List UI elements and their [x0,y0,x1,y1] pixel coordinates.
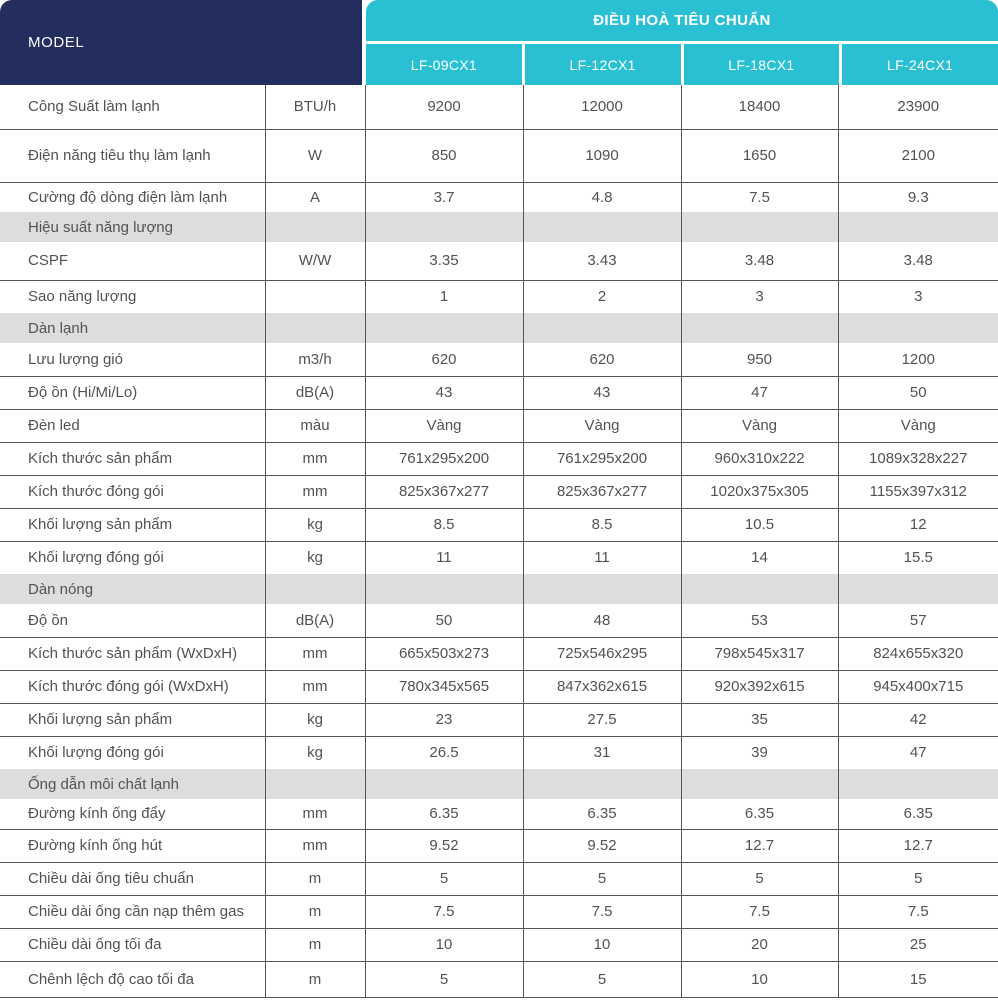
spec-value: 3.48 [681,242,838,280]
section-label: Dàn nóng [0,574,265,604]
spec-label: Chiều dài ống tiêu chuẩn [0,862,265,895]
spec-label: Cường độ dòng điện làm lạnh [0,182,265,212]
spec-value: 1089x328x227 [838,442,998,475]
model-header-cell [0,0,362,85]
spec-value: Vàng [838,409,998,442]
spec-value: 42 [838,703,998,736]
spec-value: 960x310x222 [681,442,838,475]
spec-value: 50 [838,376,998,409]
spec-value: 15.5 [903,549,933,567]
spec-unit: mm [265,799,365,829]
spec-value: 53 [681,604,838,637]
section-label: Dàn lạnh [0,313,265,343]
spec-row [0,508,998,541]
spec-value: 7.5 [523,895,681,928]
spec-value: 825x367x277 [523,475,681,508]
spec-label: Kích thước đóng gói (WxDxH) [0,670,265,703]
spec-value: 798x545x317 [681,637,838,670]
spec-value: 725x546x295 [523,637,681,670]
spec-value: 6.35 [681,799,838,829]
spec-value: 12000 [523,85,681,129]
spec-unit: A [265,182,365,212]
spec-value: 23900 [838,85,998,129]
spec-unit: m [265,862,365,895]
spec-value: 1200 [838,343,998,376]
spec-unit: BTU/h [265,85,365,129]
spec-value: 12.7 [681,829,838,862]
spec-label: Công Suất làm lạnh [0,85,265,129]
spec-value: 1 [365,280,523,313]
spec-value: 15 [838,961,998,997]
spec-unit: m [265,961,365,997]
spec-label: Độ ồn (Hi/Mi/Lo) [0,376,265,409]
spec-row [0,409,998,442]
spec-row [0,736,998,769]
spec-value: 665x503x273 [365,637,523,670]
spec-value: 620 [523,343,681,376]
spec-value: 1650 [681,129,838,182]
spec-value: 9.52 [523,829,681,862]
spec-value: 23 [365,703,523,736]
spec-value: 847x362x615 [523,670,681,703]
spec-value: 761x295x200 [523,442,681,475]
spec-unit [265,313,365,343]
spec-row [0,829,998,862]
spec-value [681,212,838,242]
spec-unit: m3/h [265,343,365,376]
spec-value: 43 [365,376,523,409]
spec-value: 50 [365,604,523,637]
spec-value: 47 [909,744,927,762]
spec-unit: mm [265,442,365,475]
spec-row [0,961,998,997]
spec-value: 6.35 [365,799,523,829]
spec-value: 3 [914,288,923,306]
spec-value: 11 [365,541,523,574]
spec-value: 12.7 [838,829,998,862]
spec-value: 3.43 [523,242,681,280]
spec-value: 7.5 [681,895,838,928]
spec-value [838,212,998,242]
spec-unit: m [265,928,365,961]
model-name-cell: LF-12CX1 [525,44,681,85]
spec-row [0,862,998,895]
spec-value: 1090 [523,129,681,182]
spec-label: CSPF [0,242,265,280]
spec-value: 780x345x565 [365,670,523,703]
spec-row [0,376,998,409]
spec-value: 950 [681,343,838,376]
section-row [0,769,998,799]
spec-value: 11 [523,541,681,574]
model-name-row [366,44,998,85]
spec-row [0,475,998,508]
spec-value: 3.7 [365,182,523,212]
spec-value: 5 [523,862,681,895]
spec-label: Độ ồn [0,604,265,637]
spec-label: Đường kính ống đẩy [0,799,265,829]
spec-value: 48 [523,604,681,637]
spec-value: 1020x375x305 [681,475,838,508]
spec-unit: mm [265,829,365,862]
spec-value [365,212,523,242]
spec-value: 4.8 [523,182,681,212]
spec-label: Kích thước sản phẩm (WxDxH) [0,637,265,670]
spec-unit: dB(A) [265,604,365,637]
spec-label: Kích thước đóng gói [0,475,265,508]
spec-value: 6.35 [838,799,998,829]
spec-value: 39 [681,736,838,769]
spec-value: 27.5 [523,703,681,736]
table-header [0,0,998,85]
spec-row [0,182,998,212]
spec-label: Đèn led [0,409,265,442]
spec-value: 850 [365,129,523,182]
spec-row [0,799,998,829]
spec-value [365,313,523,343]
spec-unit: màu [265,409,365,442]
spec-table-body [0,85,998,997]
spec-unit: dB(A) [265,376,365,409]
spec-value: 57 [838,604,998,637]
spec-unit: W [265,129,365,182]
spec-value [365,769,523,799]
spec-value: 9.3 [907,188,929,206]
spec-value: 620 [365,343,523,376]
group-title: ĐIỀU HOÀ TIÊU CHUẨN [366,0,998,41]
spec-unit: mm [265,475,365,508]
spec-value: 10 [523,928,681,961]
spec-value: 5 [365,862,523,895]
spec-value: 43 [523,376,681,409]
spec-value: 12 [838,508,998,541]
spec-label: Đường kính ống hút [0,829,265,862]
spec-row [0,280,998,313]
spec-value [365,574,523,604]
spec-value: 8.5 [365,508,523,541]
spec-unit: mm [265,670,365,703]
spec-value: 824x655x320 [838,637,998,670]
spec-value [523,574,681,604]
spec-unit [265,212,365,242]
spec-value [838,313,998,343]
spec-value: 8.5 [523,508,681,541]
spec-value: 7.5 [365,895,523,928]
spec-value: 5 [681,862,838,895]
spec-value: 2 [523,280,681,313]
spec-value: 5 [838,862,998,895]
spec-label: Chiều dài ống tối đa [0,928,265,961]
spec-row [0,442,998,475]
spec-label: Khối lượng sản phẩm [0,703,265,736]
spec-label: Khối lượng sản phẩm [0,508,265,541]
spec-row [0,703,998,736]
spec-value: 47 [681,376,838,409]
spec-unit: kg [265,541,365,574]
spec-value: 10 [681,961,838,997]
spec-label: Khối lượng đóng gói [0,736,265,769]
model-name-cell: LF-09CX1 [366,44,522,85]
spec-value: 920x392x615 [681,670,838,703]
spec-label: Kích thước sản phẩm [0,442,265,475]
spec-unit: mm [265,637,365,670]
spec-value: 2100 [838,129,998,182]
spec-row [0,129,998,182]
spec-value: 10.5 [681,508,838,541]
spec-unit: kg [265,703,365,736]
spec-unit: m [265,895,365,928]
section-row [0,212,998,242]
spec-value: 761x295x200 [365,442,523,475]
spec-value: 6.35 [523,799,681,829]
spec-value [681,769,838,799]
spec-value: 31 [523,736,681,769]
spec-unit: kg [265,508,365,541]
model-group-header [366,0,998,85]
spec-value: 3.35 [365,242,523,280]
spec-label: Khối lượng đóng gói [0,541,265,574]
section-row [0,574,998,604]
spec-value: 35 [681,703,838,736]
spec-value: Vàng [681,409,838,442]
spec-row [0,343,998,376]
model-name-cell: LF-18CX1 [684,44,840,85]
spec-value: 945x400x715 [838,670,998,703]
spec-value [523,212,681,242]
spec-value: 20 [681,928,838,961]
spec-label: Chênh lệch độ cao tối đa [0,961,265,997]
spec-value: Vàng [365,409,523,442]
section-row [0,313,998,343]
spec-row [0,670,998,703]
spec-row [0,928,998,961]
spec-value [838,769,998,799]
spec-unit: W/W [265,242,365,280]
spec-row [0,85,998,129]
spec-value: 7.5 [838,895,998,928]
spec-value: 3.48 [838,242,998,280]
spec-unit [265,574,365,604]
spec-value: 26.5 [365,736,523,769]
spec-label: Điện năng tiêu thụ làm lạnh [0,129,265,182]
spec-value [838,574,998,604]
spec-value: 825x367x277 [365,475,523,508]
spec-row [0,604,998,637]
model-name-cell: LF-24CX1 [842,44,998,85]
spec-value: 3 [681,280,838,313]
spec-value [523,313,681,343]
spec-value [681,574,838,604]
spec-row [0,541,998,574]
section-label: Ống dẫn môi chất lạnh [0,769,265,799]
spec-value [681,313,838,343]
spec-value [523,769,681,799]
spec-label: Lưu lượng gió [0,343,265,376]
spec-value: 5 [365,961,523,997]
spec-table [0,85,998,998]
spec-value: 10 [365,928,523,961]
spec-value: 14 [681,541,838,574]
spec-label: Sao năng lượng [0,280,265,313]
spec-value: 1155x397x312 [838,475,998,508]
spec-unit [265,280,365,313]
spec-value: 9200 [365,85,523,129]
spec-value: Vàng [523,409,681,442]
spec-value: 9.52 [365,829,523,862]
model-header-label: MODEL [28,34,85,51]
spec-label: Chiều dài ống cần nạp thêm gas [0,895,265,928]
spec-value: 18400 [681,85,838,129]
spec-row [0,895,998,928]
spec-value: 7.5 [681,182,838,212]
section-label: Hiệu suất năng lượng [0,212,265,242]
spec-value: 5 [523,961,681,997]
spec-unit [265,769,365,799]
spec-value: 25 [838,928,998,961]
spec-row [0,637,998,670]
spec-row [0,242,998,280]
spec-unit: kg [265,736,365,769]
